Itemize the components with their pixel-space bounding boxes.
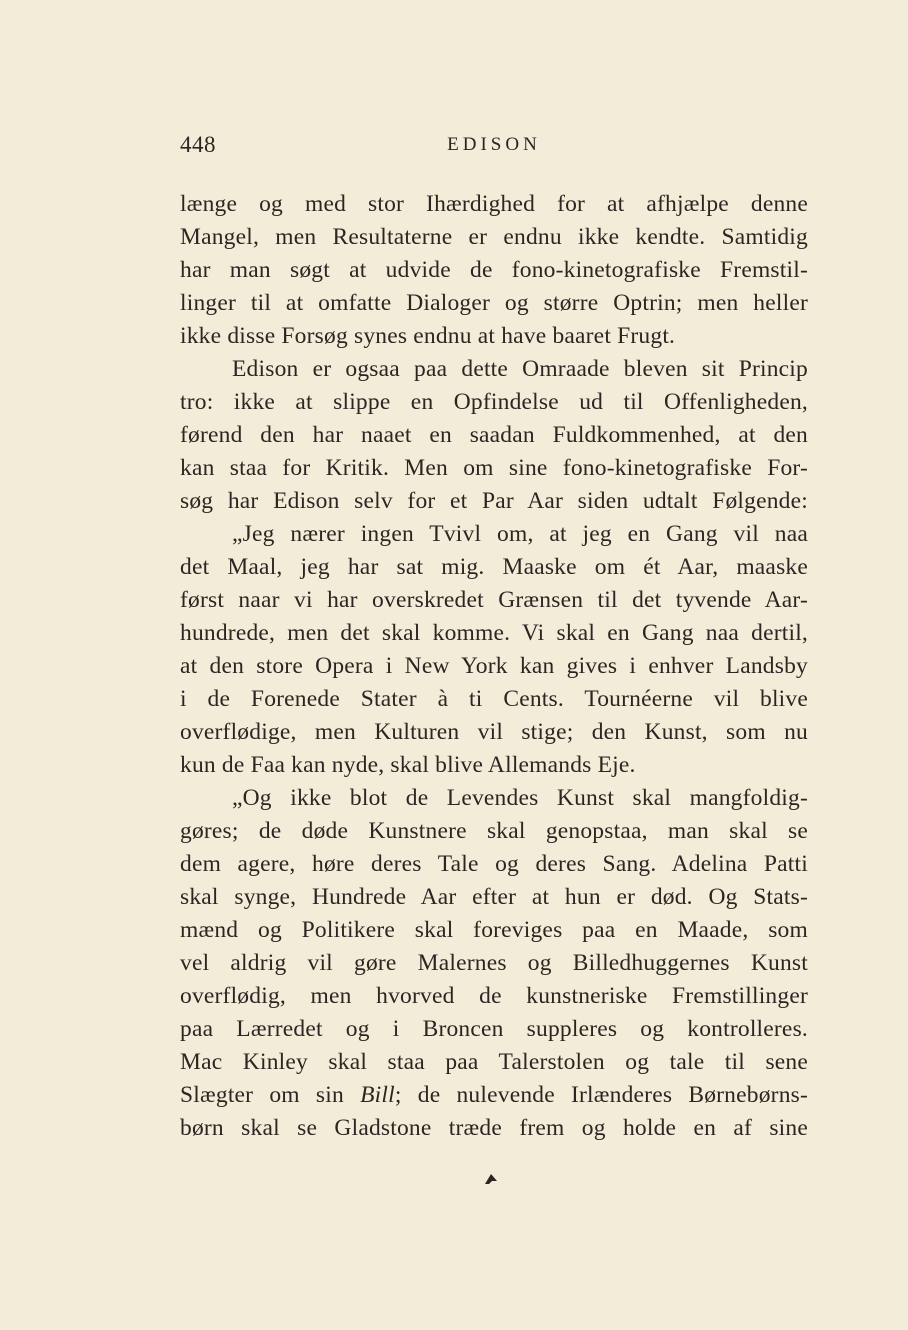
text-line: dem agere, høre deres Tale og deres Sang. Adelina Patti	[180, 851, 808, 877]
text-line: Mangel, men Resultaterne er endnu ikke kendte. Samtidig	[180, 224, 808, 250]
text-segment: ; de nulevende Irlænderes Børnebørns-	[394, 1082, 809, 1108]
text-line: vel aldrig vil gøre Malernes og Billedhuggernes Kunst	[180, 950, 808, 976]
text-line: Mac Kinley skal staa paa Talerstolen og tale til sene	[180, 1049, 808, 1075]
page-header	[180, 132, 808, 162]
text-line: det Maal, jeg har sat mig. Maaske om ét Aar, maaske	[180, 554, 808, 580]
text-line: i de Forenede Stater à ti Cents. Tournéerne vil blive	[180, 686, 808, 712]
running-title: EDISON	[447, 134, 541, 155]
text-line: først naar vi har overskredet Grænsen til det tyvende Aar-	[180, 587, 808, 613]
text-line: kan staa for Kritik. Men om sine fono-kinetografiske For-	[180, 455, 808, 481]
text-line: børn skal se Gladstone træde frem og holde en af sine	[180, 1115, 808, 1141]
text-line: søg har Edison selv for et Par Aar siden udtalt Følgende:	[180, 488, 808, 514]
body-text	[180, 188, 808, 1145]
text-line: at den store Opera i New York kan gives i enhver Landsby	[180, 653, 808, 679]
text-line: mænd og Politikere skal foreviges paa en Maade, som	[180, 917, 808, 943]
printer-mark-icon	[484, 1173, 498, 1185]
text-line: overflødig, men hvorved de kunstneriske Fremstillinger	[180, 983, 808, 1009]
text-line: skal synge, Hundrede Aar efter at hun er død. Og Stats-	[180, 884, 808, 910]
text-line: har man søgt at udvide de fono-kinetografiske Fremstil-	[180, 257, 808, 283]
text-line: paa Lærredet og i Broncen suppleres og kontrolleres.	[180, 1016, 808, 1042]
text-line: ikke disse Forsøg synes endnu at have baaret Frugt.	[180, 323, 676, 349]
text-line: overflødige, men Kulturen vil stige; den Kunst, som nu	[180, 719, 808, 745]
text-line: hundrede, men det skal komme. Vi skal en Gang naa dertil,	[180, 620, 808, 646]
text-line: førend den har naaet en saadan Fuldkommenhed, at den	[180, 422, 808, 448]
text-line: tro: ikke at slippe en Opfindelse ud til Offenligheden,	[180, 389, 808, 415]
text-line: „Jeg nærer ingen Tvivl om, at jeg en Gang vil naa	[232, 521, 808, 547]
text-line	[180, 1079, 808, 1112]
text-line: gøres; de døde Kunstnere skal genopstaa, man skal se	[180, 818, 808, 844]
text-line: kun de Faa kan nyde, skal blive Allemands Eje.	[180, 752, 636, 778]
text-line: længe og med stor Ihærdighed for at afhjælpe denne	[180, 191, 808, 217]
page-number: 448	[180, 132, 216, 157]
text-segment: Slægter om sin	[180, 1082, 344, 1108]
text-line: „Og ikke blot de Levendes Kunst skal mangfoldig-	[232, 785, 808, 811]
italic-title: Bill	[360, 1082, 395, 1108]
text-line: Edison er ogsaa paa dette Omraade bleven sit Princip	[232, 356, 808, 382]
text-line: linger til at omfatte Dialoger og større Optrin; men heller	[180, 290, 808, 316]
